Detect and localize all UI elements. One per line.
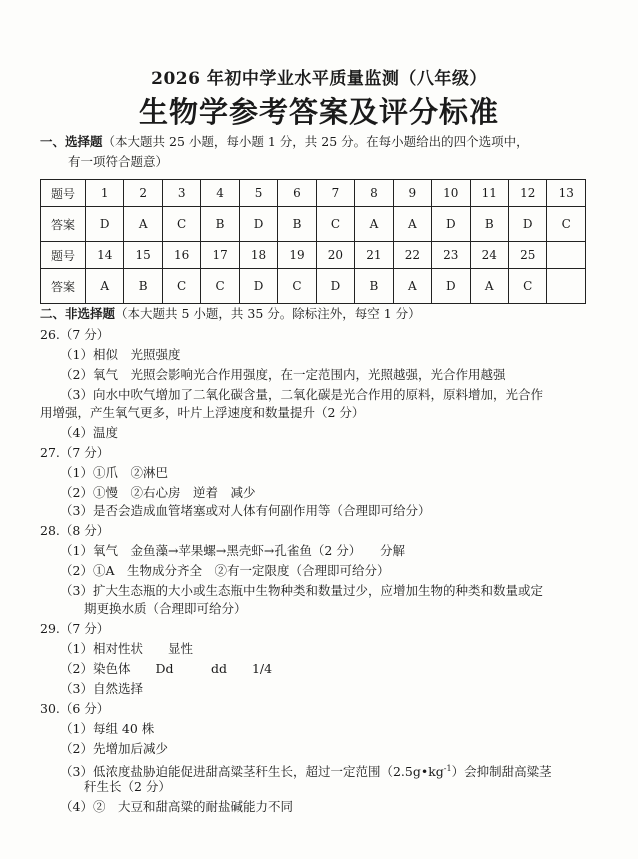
table-cell [547,269,586,304]
table-cell: 题号 [41,242,86,269]
section1-desc-cont: 有一项符合题意） [68,154,169,169]
answer-line: 秆生长（2 分） [84,779,171,794]
table-row [41,207,586,242]
answer-line: （1）每组 40 株 [60,721,155,736]
question-28-title: 28.（8 分） [40,523,110,538]
table-cell [547,242,586,269]
table-cell: A [86,269,124,304]
table-cell: 13 [547,180,586,207]
section1-desc: （本大题共 25 小题，每小题 1 分，共 25 分。在每小题给出的四个选项中， [102,134,529,149]
table-cell: C [547,207,586,242]
table-cell: D [239,207,277,242]
section2-heading: 二、非选择题 [40,306,116,321]
table-cell: 答案 [41,269,86,304]
answer-line: （2）先增加后减少 [60,741,168,756]
superscript: -1 [443,764,452,773]
table-cell: 3 [162,180,200,207]
section1-header [40,134,529,150]
table-cell: 题号 [41,180,86,207]
table-cell: 15 [124,242,162,269]
exam-title: 2026 年初中学业水平质量监测（八年级） [151,69,487,89]
table-cell: 6 [278,180,316,207]
table-cell: 18 [239,242,277,269]
table-cell: C [508,269,546,304]
table-cell: 14 [86,242,124,269]
answer-line: （3）是否会造成血管堵塞或对人体有何副作用等（合理即可给分） [60,503,431,518]
answer-text: （3）低浓度盐胁迫能促进甜高粱茎秆生长，超过一定范围（2.5g•kg [60,764,444,780]
answer-line: （1）氧气 金鱼藻→苹果螺→黑壳虾→孔雀鱼（2 分） 分解 [60,543,406,558]
table-cell: 答案 [41,207,86,242]
table-cell: A [393,207,431,242]
table-cell: 24 [470,242,508,269]
table-cell: D [432,269,470,304]
table-cell: D [239,269,277,304]
table-row [41,180,586,207]
table-cell: 12 [508,180,546,207]
table-cell: B [470,207,508,242]
table-cell: A [470,269,508,304]
table-cell: A [393,269,431,304]
table-cell: 8 [355,180,393,207]
table-cell: C [278,269,316,304]
table-cell: B [124,269,162,304]
answer-line: （3）向水中吹气增加了二氧化碳含量，二氧化碳是光合作用的原料，原料增加，光合作 [60,387,543,402]
table-cell: C [162,269,200,304]
table-cell: B [278,207,316,242]
answer-line: （4）温度 [60,425,118,440]
table-cell: 19 [278,242,316,269]
answer-line: （2）氧气 光照会影响光合作用强度，在一定范围内，光照越强，光合作用越强 [60,367,506,382]
table-cell: D [86,207,124,242]
section2-desc: （本大题共 5 小题，共 35 分。除标注外，每空 1 分） [115,306,421,321]
answer-line: （2）染色体 Dd dd 1/4 [60,661,273,676]
table-cell: 9 [393,180,431,207]
table-cell: 17 [201,242,239,269]
answer-line [60,761,552,780]
table-cell: 11 [470,180,508,207]
table-cell: 20 [316,242,354,269]
answer-line: （3）自然选择 [60,681,143,696]
section2-header [40,306,421,322]
table-cell: D [432,207,470,242]
table-cell: B [201,207,239,242]
table-cell: 10 [432,180,470,207]
question-27-title: 27.（7 分） [40,445,110,460]
table-cell: 1 [86,180,124,207]
section1-heading: 一、选择题 [40,134,103,149]
answer-text: ）会抑制甜高粱茎 [451,764,552,780]
table-cell: A [355,207,393,242]
table-cell: 4 [201,180,239,207]
table-cell: C [316,207,354,242]
document-title: 生物学参考答案及评分标准 [138,95,499,129]
table-cell: C [162,207,200,242]
table-cell: A [124,207,162,242]
answer-line: 用增强，产生氧气更多，叶片上浮速度和数量提升（2 分） [40,405,365,420]
table-cell: 7 [316,180,354,207]
question-30-title: 30.（6 分） [40,701,110,716]
table-cell: 21 [355,242,393,269]
table-row [41,242,586,269]
table-row [41,269,586,304]
answer-line: （1）相对性状 显性 [60,641,193,656]
answer-line: （3）扩大生态瓶的大小或生态瓶中生物种类和数量过少，应增加生物的种类和数量或定 [60,583,543,598]
table-cell: 5 [239,180,277,207]
answer-line: （1）①爪 ②淋巴 [60,465,168,480]
table-cell: D [316,269,354,304]
answer-line: （2）①慢 ②右心房 逆着 减少 [60,485,256,500]
answer-line: （4）② 大豆和甜高粱的耐盐碱能力不同 [60,799,293,814]
question-29-title: 29.（7 分） [40,621,110,636]
answer-line: （1）相似 光照强度 [60,347,181,362]
table-cell: B [355,269,393,304]
answer-table [40,179,586,304]
table-cell: 23 [432,242,470,269]
answer-line: （2）①A 生物成分齐全 ②有一定限度（合理即可给分） [60,563,390,578]
table-cell: 22 [393,242,431,269]
table-cell: C [201,269,239,304]
table-cell: 25 [508,242,546,269]
table-cell: D [508,207,546,242]
question-26-title: 26.（7 分） [40,327,110,342]
answer-line: 期更换水质（合理即可给分） [84,601,247,616]
table-cell: 2 [124,180,162,207]
table-cell: 16 [162,242,200,269]
